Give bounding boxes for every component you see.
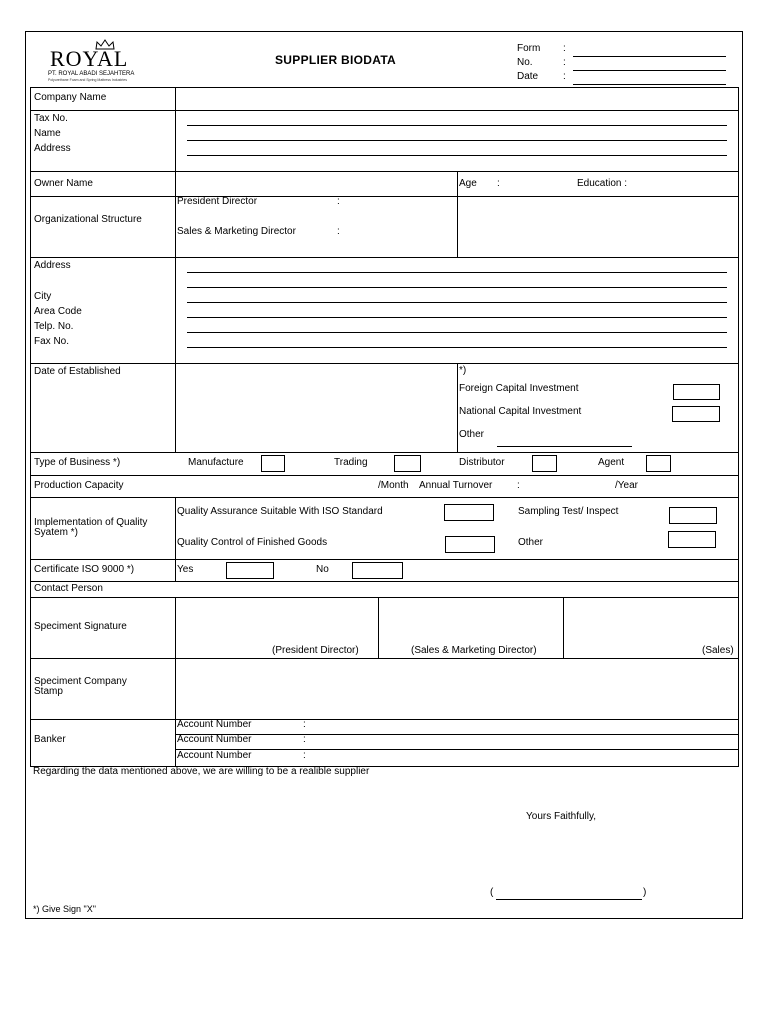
other-investment-field[interactable] [497, 446, 632, 447]
account-number-sep-1: : [303, 719, 306, 730]
sig-sales-marketing-label: (Sales & Marketing Director) [411, 645, 537, 656]
row-divider [31, 196, 738, 197]
company-logo [40, 36, 160, 84]
sig-president-label: (President Director) [272, 645, 359, 656]
speciment-signature-label: Speciment Signature [34, 621, 127, 632]
row-divider [31, 597, 738, 598]
closing-text: Yours Faithfully, [526, 811, 597, 822]
investment-asterisk: *) [459, 365, 467, 376]
area-code-label: Area Code [34, 306, 82, 317]
address-field[interactable] [187, 155, 727, 156]
org-structure-label: Organizational Structure [34, 214, 142, 225]
row-divider [31, 581, 738, 582]
biodata-table [30, 87, 739, 767]
telp-no-label: Telp. No. [34, 321, 74, 332]
area-code-field[interactable] [187, 317, 727, 318]
meta-no-label: No. [517, 57, 533, 68]
quality-other-checkbox[interactable] [668, 531, 716, 548]
distributor-label: Distributor [459, 457, 505, 468]
implementation-label-2: Syatem *) [34, 527, 78, 538]
president-director-sep: : [337, 196, 340, 207]
account-number-label-2: Account Number [177, 734, 252, 745]
col-divider [563, 597, 564, 659]
account-number-sep-2: : [303, 734, 306, 745]
distributor-checkbox[interactable] [532, 455, 557, 472]
meta-date-label: Date [517, 71, 539, 82]
account-number-field-2[interactable] [313, 735, 737, 748]
agent-checkbox[interactable] [646, 455, 671, 472]
account-number-field-3[interactable] [313, 751, 737, 764]
sales-signature-field[interactable] [565, 599, 737, 645]
logo-company-name: PT. ROYAL ABADI SEJAHTERA [48, 71, 135, 77]
col-divider [175, 597, 176, 766]
row-divider [31, 110, 738, 111]
age-sep: : [497, 178, 500, 189]
tax-no-field[interactable] [187, 125, 727, 126]
qc-finished-goods-checkbox[interactable] [445, 536, 495, 553]
company-stamp-label-1: Speciment Company [34, 676, 127, 687]
meta-form-label: Form [517, 43, 541, 54]
annual-turnover-field[interactable] [527, 477, 613, 496]
sales-marketing-signature-field[interactable] [380, 599, 562, 645]
company-name-field[interactable] [177, 89, 737, 109]
qc-finished-goods-label: Quality Control of Finished Goods [177, 537, 328, 548]
production-capacity-label: Production Capacity [34, 480, 124, 491]
name-field[interactable] [187, 140, 727, 141]
national-capital-checkbox[interactable] [672, 406, 720, 422]
account-number-sep-3: : [303, 750, 306, 761]
president-director-label: President Director [177, 196, 258, 207]
row-divider [31, 475, 738, 476]
footnote: *) Give Sign "X" [33, 904, 96, 914]
meta-no-sep: : [563, 57, 566, 68]
col-divider [457, 171, 458, 258]
age-label: Age [459, 178, 477, 189]
foreign-capital-checkbox[interactable] [673, 384, 720, 400]
date-established-label: Date of Established [34, 366, 121, 377]
qa-iso-checkbox[interactable] [444, 504, 494, 521]
implementation-label-1: Implementation of Quality [34, 517, 148, 528]
sales-marketing-director-label: Sales & Marketing Director [177, 226, 296, 237]
company-stamp-field[interactable] [177, 660, 737, 718]
account-number-label-3: Account Number [177, 750, 252, 761]
certificate-iso-label: Certificate ISO 9000 *) [34, 564, 135, 575]
logo-wordmark: ROYAL [50, 46, 129, 71]
sampling-test-checkbox[interactable] [669, 507, 717, 524]
col-divider [175, 88, 176, 452]
manufacture-label: Manufacture [188, 457, 244, 468]
annual-turnover-sep: : [517, 480, 520, 491]
telp-no-field[interactable] [187, 332, 727, 333]
row-divider [31, 363, 738, 364]
president-signature-field[interactable] [177, 599, 377, 645]
meta-date-field[interactable] [573, 84, 726, 85]
national-capital-label: National Capital Investment [459, 406, 582, 417]
signature-paren-close: ) [643, 887, 647, 898]
meta-form-field[interactable] [573, 56, 726, 57]
supplier-biodata-form [25, 31, 743, 919]
signature-paren-open: ( [490, 887, 494, 898]
account-number-field-1[interactable] [313, 720, 737, 733]
bank-row-divider [175, 749, 738, 750]
sig-sales-label: (Sales) [702, 645, 734, 656]
address2-label: Address [34, 260, 71, 271]
row-divider [31, 171, 738, 172]
meta-no-field[interactable] [573, 70, 726, 71]
other-investment-label: Other [459, 429, 485, 440]
fax-no-label: Fax No. [34, 336, 70, 347]
col-divider [175, 497, 176, 582]
fax-no-field[interactable] [187, 347, 727, 348]
row-divider [31, 452, 738, 453]
address2-field[interactable] [187, 272, 727, 273]
name-label: Name [34, 128, 61, 139]
production-capacity-field[interactable] [177, 477, 377, 496]
iso-yes-checkbox[interactable] [226, 562, 274, 579]
agent-label: Agent [598, 457, 625, 468]
form-title: SUPPLIER BIODATA [275, 53, 397, 67]
annual-turnover-label: Annual Turnover [419, 480, 493, 491]
address-label: Address [34, 143, 71, 154]
row-divider [31, 658, 738, 659]
logo-tagline: Polyurethane Foam and Spring Mattress Industries [48, 78, 127, 82]
supplier-statement: Regarding the data mentioned above, we are willing to be a realible supplier [33, 766, 370, 777]
company-name-label: Company Name [34, 92, 107, 103]
per-year-label: /Year [615, 480, 638, 491]
company-stamp-label-2: Stamp [34, 686, 63, 697]
col-divider [378, 597, 379, 659]
owner-name-label: Owner Name [34, 178, 93, 189]
iso-no-label: No [316, 564, 329, 575]
per-month-label: /Month [378, 480, 409, 491]
row-divider [31, 257, 738, 258]
city-field[interactable] [187, 302, 727, 303]
iso-yes-label: Yes [177, 564, 194, 575]
meta-form-sep: : [563, 43, 566, 54]
address2-field-2[interactable] [187, 287, 727, 288]
sampling-test-label: Sampling Test/ Inspect [518, 506, 619, 517]
account-number-label-1: Account Number [177, 719, 252, 730]
iso-no-checkbox[interactable] [352, 562, 403, 579]
type-of-business-label: Type of Business *) [34, 457, 121, 468]
contact-person-field[interactable] [177, 583, 737, 596]
trading-checkbox[interactable] [394, 455, 421, 472]
sales-marketing-director-sep: : [337, 226, 340, 237]
education-label: Education : [577, 178, 628, 189]
qa-iso-label: Quality Assurance Suitable With ISO Standard [177, 506, 383, 517]
city-label: City [34, 291, 52, 302]
signature-name-field[interactable] [496, 899, 642, 900]
meta-date-sep: : [563, 71, 566, 82]
contact-person-label: Contact Person [34, 583, 103, 594]
tax-no-label: Tax No. [34, 113, 68, 124]
manufacture-checkbox[interactable] [261, 455, 285, 472]
foreign-capital-label: Foreign Capital Investment [459, 383, 579, 394]
trading-label: Trading [334, 457, 368, 468]
banker-label: Banker [34, 734, 66, 745]
quality-other-label: Other [518, 537, 544, 548]
col-divider [457, 363, 458, 452]
row-divider [31, 559, 738, 560]
row-divider [31, 497, 738, 498]
